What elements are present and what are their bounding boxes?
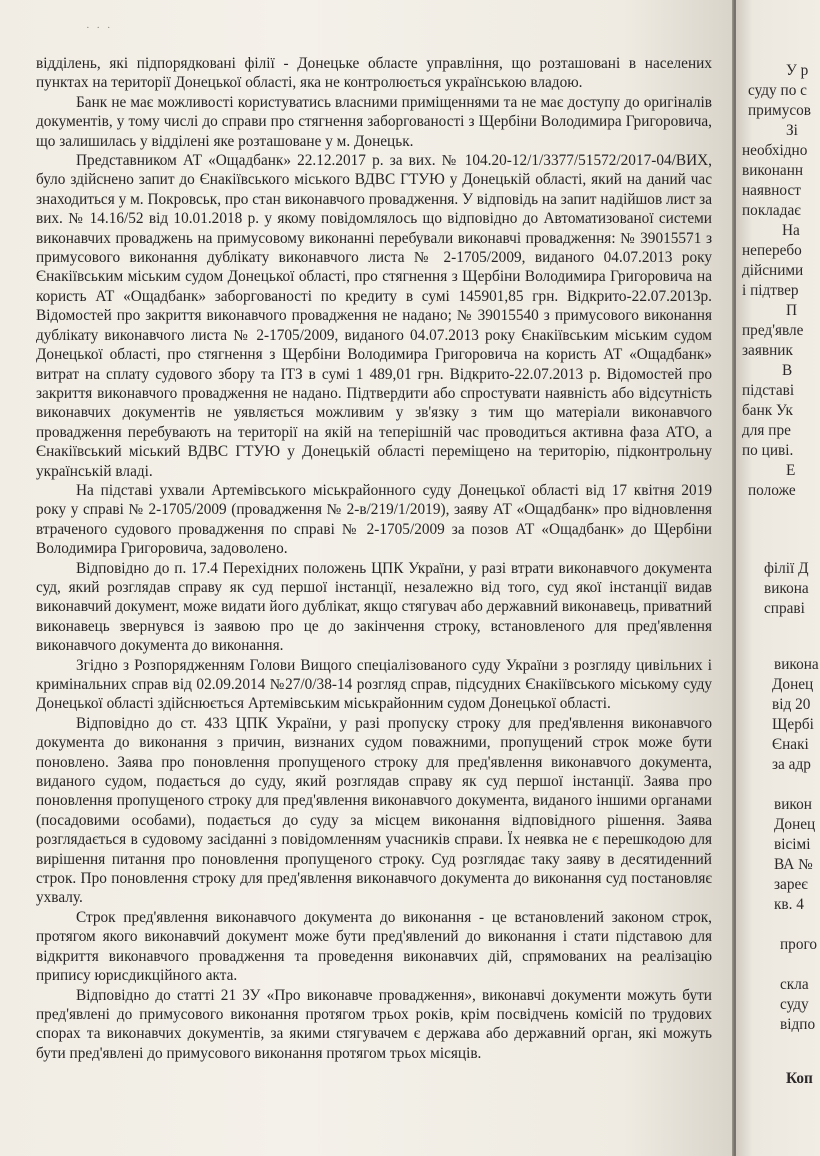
fragment: покладає — [742, 202, 801, 219]
fragment: заявник — [742, 342, 793, 359]
fragment: суду — [780, 996, 809, 1013]
paragraph: Строк пред'явлення виконавчого документа до виконання - це встановлений законом строк, протягом якого виконавчий документ може бути пред'явлений до виконання і стати підставою для відкриття виконавчого провадження та проведення виконавчих дій, спрямованих на реалізацію припису юрисдикційного акта. — [36, 908, 712, 985]
fragment: положе — [748, 482, 796, 499]
fragment: наявност — [742, 182, 801, 199]
fragment: суду по с — [748, 82, 807, 99]
fragment: дійсними — [742, 262, 804, 279]
right-page — [736, 0, 820, 1156]
fragment: підставі — [742, 382, 795, 399]
paragraph: Згідно з Розпорядженням Голови Вищого спеціалізованого суду України з розгляду цивільних і кримінальних справ від 02.09.2014 №27/0/38-14 розгляд справ, підсудних Єнакіївського міському суду Донецької області здійснюється Артемівським міськрайонним судом Донецької області. — [36, 656, 712, 713]
fragment: Щербі — [772, 716, 814, 733]
fragment: для пре — [742, 422, 791, 439]
paragraph: Представником АТ «Ощадбанк» 22.12.2017 р. за вих. № 104.20-12/1/3377/51572/2017-04/ВИХ, було здійснено запит до Єнакіївського міського ВДВС ГТУЮ у Донецькій області, який на даний час знаходиться у м. Покровськ, про стан виконавчого провадження. У відповідь на запит надійшов лист за вих. № 14.16/52 від 10.01.2018 р. у якому повідомлялось що відповідно до Автоматизованої системи виконавчих проваджень на примусовому виконанні перебували виконавчі провадження: № 39015571 з примусового виконання дублікату виконавчого листа № 2-1705/2009, виданого 04.07.2013 року Єнакіївським міським судом Донецької області, про стягнення з Щербіни Володимира Григоровича на користь АТ «Ощадбанк» заборгованості по кредиту в сумі 145901,85 грн. Відкрито-22.07.2013р. Відомостей про закриття виконавчого провадження не надано; № 39015540 з примусового виконання дублікату виконавчого листа № 2-1705/2009, виданого 04.07.2013 року Єнакіївським міським судом Донецької області, про стягнення з Щербіни Володимира Григоровича на користь АТ «Ощадбанк» витрат на сплату судового збору та ІТЗ в сумі 1 489,01 грн. Відкрито-22.07.2013 р. Відомостей про закриття виконавчого провадження не надано. Підтвердити або спростувати наявність або відсутність виконавчих документів не уявляється можливим у зв'язку з тим що матеріали виконавчого провадження перебувають на території на якій на теперішній час проводиться активна фаза АТО, а Єнакіївський міський ВДВС ГТУЮ у Донецькій області переміщено на територію, підконтрольну українській владі. — [36, 152, 712, 480]
paragraph: Відповідно до п. 17.4 Перехідних положень ЦПК України, у разі втрати виконавчого документа суд, який розглядав справу як суд першої інстанції, незалежно від того, суд якої інстанції видав виконавчий документ, може видати його дублікат, якщо стягувач або державний виконавець, приватний виконавець звернувся із заявою про це до закінчення строку, встановленого для пред'явлення виконавчого документа до виконання. — [36, 559, 712, 655]
fragment: виконанн — [742, 162, 804, 179]
document-body — [36, 54, 712, 1063]
paragraph: Відповідно до ст. 433 ЦПК України, у разі пропуску строку для пред'явлення виконавчого документа до виконання з причин, визнаних судом поважними, пропущений строк може бути поновлено. Заява про поновлення пропущеного строку для пред'явлення виконавчого документа, виданого судом, подається до суду, який розглядав справу як суд першої інстанції. Заява про поновлення пропущеного строку для пред'явлення виконавчого документа, виданого іншими органами (посадовими особами), подається до суду за місцем виконання відповідного рішення. Заява розглядається в судовому засіданні з повідомленням учасників справи. Їх неявка не є перешкодою для вирішення питання про поновлення пропущеного строку. Суд розглядає таку заяву в десятиденний строк. Про поновлення строку для пред'явлення виконавчого документа до виконання суд постановляє ухвалу. — [36, 714, 712, 907]
fragment: необхідно — [742, 142, 808, 159]
fragment: викон — [774, 796, 812, 813]
scan-mark: · · · — [86, 22, 113, 34]
fragment: ВА № — [774, 856, 813, 873]
fragment: Донец — [772, 676, 814, 693]
fragment: Зі — [786, 122, 798, 139]
fragment: за адр — [772, 756, 811, 773]
fragment: справі — [764, 600, 805, 617]
paragraph: відділень, які підпорядковані філії - Донецьке областе управління, що розташовані в населених пунктах на території Донецької області, яка не контролюється українською владою. — [36, 55, 712, 92]
fragment: викона — [774, 656, 819, 673]
fragment: На — [782, 222, 800, 239]
fragment: відпо — [780, 1016, 816, 1033]
fragment: П — [786, 302, 798, 319]
paragraph: Банк не має можливості користуватись власними приміщеннями та не має доступу до оригіналів документів, у тому числі до справи про стягнення заборгованості з Щербіни Володимира Григоровича, що залишилась у відділені яке розташоване у м. Донецьк. — [36, 93, 712, 150]
fragment: примусов — [748, 102, 812, 119]
fragment: В — [782, 362, 793, 379]
fragment: банк Ук — [742, 402, 793, 419]
paragraph: Відповідно до статті 21 ЗУ «Про виконавче провадження», виконавчі документи можуть бути пред'явлені до примусового виконання протягом трьох років, крім посвідчень комісій по трудових спорах та виконавчих документів, за якими стягувачем є держава або державний орган, які можуть бути пред'явлені до примусового виконання протягом трьох місяців. — [36, 986, 712, 1062]
fragment: Донец — [774, 816, 816, 833]
fragment: від 20 — [772, 696, 811, 713]
fragment: пред'явле — [742, 322, 804, 339]
fragment: Е — [786, 462, 796, 479]
fragment: Коп — [786, 1070, 813, 1087]
fragment: викона — [764, 580, 809, 597]
fragment: У р — [786, 62, 809, 79]
fragment: неперебо — [742, 242, 802, 259]
fragment: вісімі — [774, 836, 811, 853]
fragment: і підтвер — [742, 282, 799, 299]
fragment: по циві. — [742, 442, 794, 459]
fragment: філії Д — [764, 560, 809, 577]
fragment: прого — [780, 936, 818, 953]
fragment: кв. 4 — [774, 896, 804, 913]
fragment: зареє — [774, 876, 808, 893]
paragraph: На підставі ухвали Артемівського міськрайонного суду Донецької області від 17 квітня 2019 року у справі № 2-1705/2009 (провадження № 2-в/219/1/2019), заяву АТ «Ощадбанк» про відновлення втраченого судового провадження по справі № 2-1705/2009 за позов АТ «Ощадбанк» до Щербіни Володимира Григоровича, задоволено. — [36, 481, 712, 558]
fragment: Єнакі — [772, 736, 809, 753]
fragment: скла — [780, 976, 809, 993]
